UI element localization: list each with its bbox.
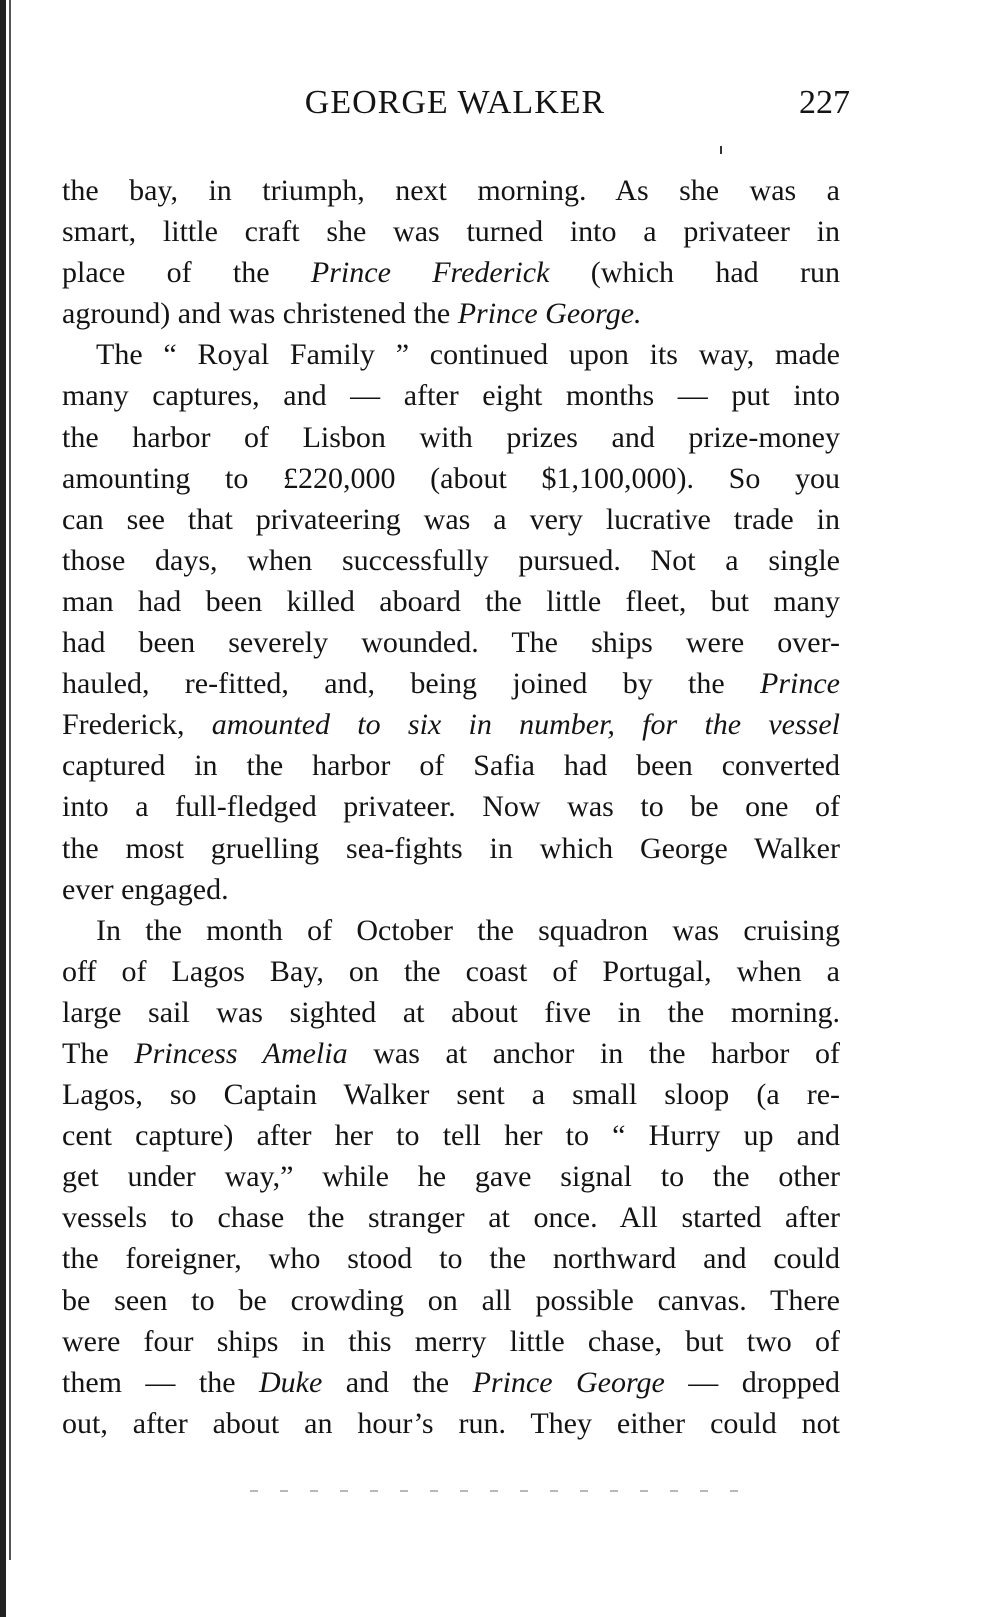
paragraph-3 xyxy=(62,910,840,1444)
text-line: the most gruelling sea-fights in which George Walker xyxy=(62,831,840,865)
text-line: The Princess Amelia was at anchor in the harbor of xyxy=(62,1036,841,1070)
page-header xyxy=(60,84,850,134)
text-line: amounting to £220,000 (about $1,100,000). So you xyxy=(62,461,840,495)
text-line: Lagos, so Captain Walker sent a small sloop (a re- xyxy=(62,1078,840,1112)
print-mark xyxy=(720,146,722,154)
text-line: cent capture) after her to tell her to “ Hurry up and xyxy=(62,1119,840,1153)
text-line: the bay, in triumph, next morning. As she was a xyxy=(62,174,840,207)
text-line: out, after about an hour’s run. They either could not xyxy=(62,1406,840,1440)
text-line: captured in the harbor of Safia had been converted xyxy=(62,749,840,783)
text-line: get under way,” while he gave signal to the other xyxy=(62,1160,840,1194)
page-spine-line xyxy=(9,0,11,1560)
text-line: smart, little craft she was turned into a privateer in xyxy=(62,215,840,249)
text-line: were four ships in this merry little chase, but two of xyxy=(62,1324,840,1358)
text-line: place of the Prince Frederick (which had run xyxy=(62,256,840,290)
text-line: into a full-fledged privateer. Now was to be one of xyxy=(62,790,840,824)
body-text xyxy=(62,170,840,1444)
text-line: In the month of October the squadron was cruising xyxy=(96,913,840,947)
page-number: 227 xyxy=(799,84,850,121)
text-line: had been severely wounded. The ships were over- xyxy=(62,626,840,660)
text-line: the foreigner, who stood to the northward and could xyxy=(62,1242,840,1276)
running-head: GEORGE WALKER xyxy=(304,84,606,121)
text-line: them — the Duke and the Prince George — dropped xyxy=(62,1365,841,1399)
text-line: aground) and was christened the Prince George. xyxy=(62,297,642,331)
text-line: those days, when successfully pursued. Not a single xyxy=(62,543,840,577)
text-line: be seen to be crowding on all possible canvas. There xyxy=(62,1283,840,1317)
footer-bleedthrough xyxy=(250,1490,740,1494)
text-line: vessels to chase the stranger at once. All started after xyxy=(62,1201,840,1235)
paragraph-1 xyxy=(62,170,840,334)
text-line: the harbor of Lisbon with prizes and prize-money xyxy=(62,420,840,454)
text-line: large sail was sighted at about five in the morning. xyxy=(62,995,840,1029)
text-line: can see that privateering was a very lucrative trade in xyxy=(62,502,840,536)
text-line: Frederick, amounted to six in number, for the vessel xyxy=(62,708,840,742)
paragraph-2 xyxy=(62,334,840,909)
text-line: off of Lagos Bay, on the coast of Portugal, when a xyxy=(62,954,840,988)
text-line: hauled, re-fitted, and, being joined by the Prince xyxy=(62,667,840,701)
text-line: ever engaged. xyxy=(62,872,229,906)
text-line: many captures, and — after eight months — put into xyxy=(62,379,840,413)
page-spine-edge xyxy=(0,0,6,1617)
text-line: man had been killed aboard the little fleet, but many xyxy=(62,584,840,618)
text-line: The “ Royal Family ” continued upon its way, made xyxy=(96,338,840,372)
